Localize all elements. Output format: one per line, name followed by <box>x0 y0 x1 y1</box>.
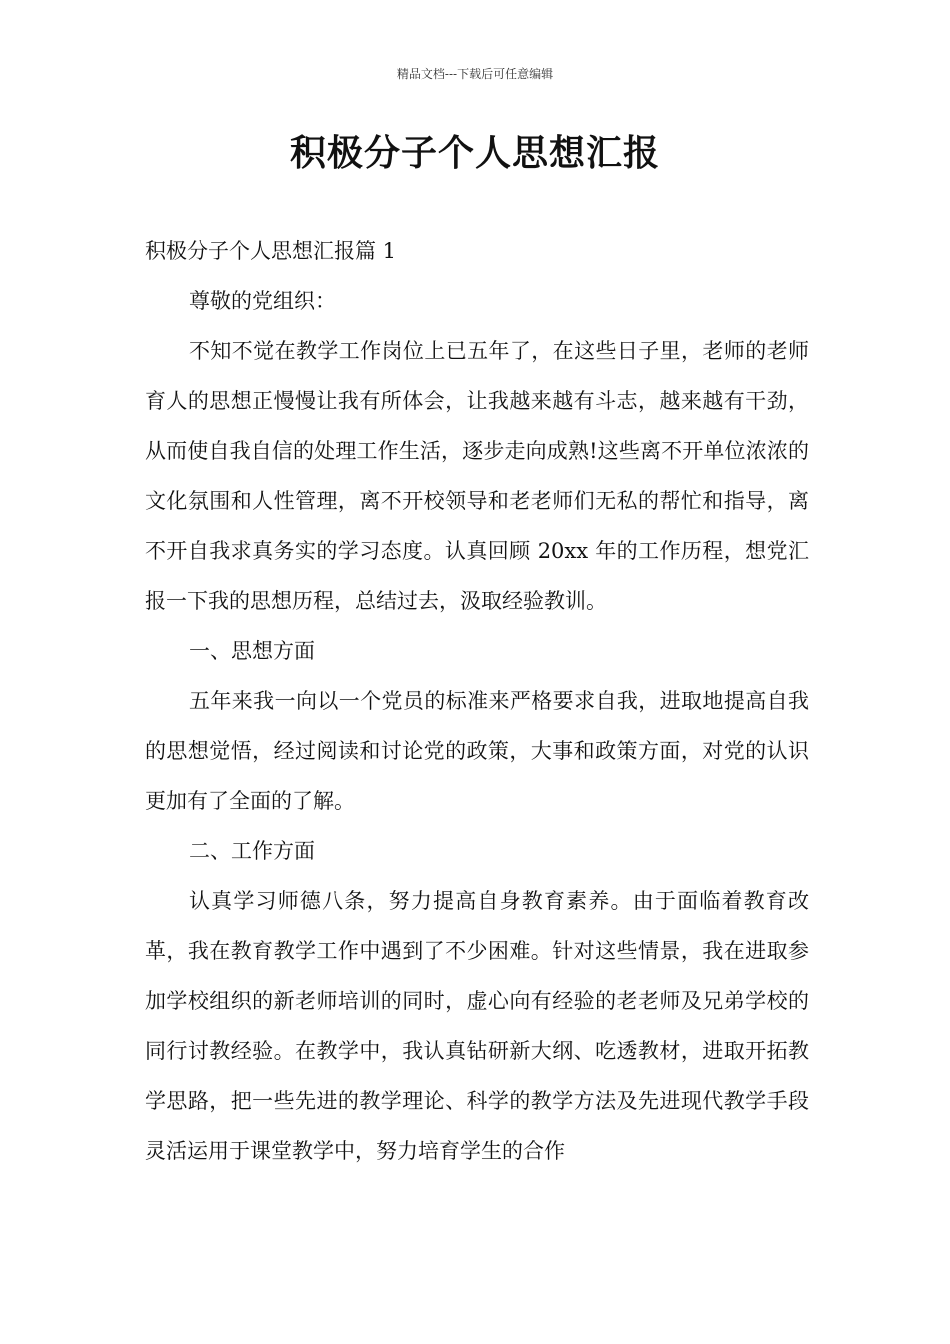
section-heading: 积极分子个人思想汇报篇 1 <box>145 239 397 263</box>
salutation: 尊敬的党组织： <box>189 289 336 313</box>
document-title: 积极分子个人思想汇报 <box>289 132 660 174</box>
paragraph-intro: 不知不觉在教学工作岗位上已五年了，在这些日子里，老师的老师育人的思想正慢慢让我有所体会，让我越来越有斗志，越来越有干劲，从而使自我自信的处理工作生活，逐步走向成熟!这些离不开单位浓浓的文化氛围和人性管理，离不开校领导和老老师们无私的帮忙和指导，离不开自我求真务实的学习态度。认真回顾 20xx 年的工作历程，想党汇报一下我的思想历程，总结过去，汲取经验教训。 <box>145 339 809 613</box>
document-body <box>145 226 809 1176</box>
paragraph-work: 认真学习师德八条，努力提高自身教育素养。由于面临着教育改革，我在教育教学工作中遇到了不少困难。针对这些情景，我在进取参加学校组织的新老师培训的同时，虚心向有经验的老老师及兄弟学校的同行讨教经验。在教学中，我认真钻研新大纲、吃透教材，进取开拓教学思路，把一些先进的教学理论、科学的教学方法及先进现代教学手段灵活运用于课堂教学中，努力培育学生的合作 <box>145 889 809 1163</box>
header-note: 精品文档---下载后可任意编辑 <box>396 67 554 81</box>
heading-thought: 一、思想方面 <box>189 639 315 663</box>
heading-work: 二、工作方面 <box>189 839 315 863</box>
paragraph-thought: 五年来我一向以一个党员的标准来严格要求自我，进取地提高自我的思想觉悟，经过阅读和讨论党的政策，大事和政策方面，对党的认识更加有了全面的了解。 <box>145 689 809 813</box>
